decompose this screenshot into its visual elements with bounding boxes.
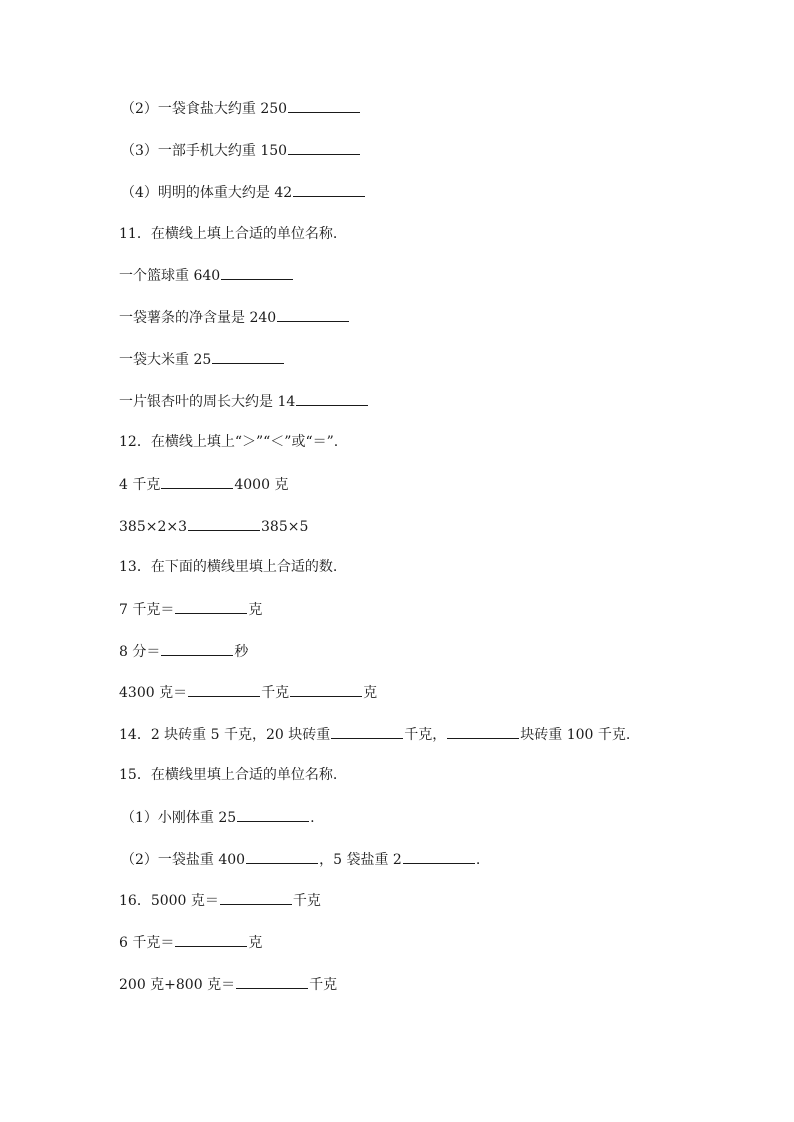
question-13-b xyxy=(119,640,248,662)
question-text: 200 克+800 克＝ xyxy=(119,977,236,993)
question-text: 一片银杏叶的周长大约是 14 xyxy=(119,394,296,410)
question-text: 4 千克 xyxy=(119,477,161,493)
question-text: （3）一部手机大约重 150 xyxy=(121,143,288,159)
question-text-middle: 千克 xyxy=(261,685,290,701)
question-text-suffix: 385×5 xyxy=(261,519,309,535)
question-heading: 15．在横线里填上合适的单位名称. xyxy=(119,767,338,783)
answer-blank[interactable] xyxy=(290,681,362,697)
question-14 xyxy=(119,723,630,745)
answer-blank[interactable] xyxy=(288,139,360,155)
question-15-heading xyxy=(119,764,337,786)
question-10-4 xyxy=(121,181,366,203)
question-text-suffix: 克 xyxy=(248,935,263,951)
question-text: （2）一袋盐重 400 xyxy=(121,852,246,868)
answer-blank[interactable] xyxy=(212,348,284,364)
question-text-suffix: 克 xyxy=(363,685,378,701)
question-text: 一袋薯条的净含量是 240 xyxy=(119,310,277,326)
question-text: 一袋大米重 25 xyxy=(119,352,212,368)
question-12-b xyxy=(119,515,308,537)
question-text: （1）小刚体重 25 xyxy=(121,810,237,826)
question-11-heading xyxy=(119,223,337,245)
answer-blank[interactable] xyxy=(237,806,309,822)
answer-blank[interactable] xyxy=(161,473,233,489)
question-heading: 11．在横线上填上合适的单位名称. xyxy=(119,226,338,242)
question-text: 8 分＝ xyxy=(119,644,161,660)
question-text-suffix: 千克 xyxy=(292,893,321,909)
answer-blank[interactable] xyxy=(288,97,360,113)
question-15-2 xyxy=(121,848,480,870)
question-text: （2）一袋食盐大约重 250 xyxy=(121,101,288,117)
question-16-c xyxy=(119,973,337,995)
question-text-suffix: . xyxy=(475,852,481,868)
answer-blank[interactable] xyxy=(331,723,403,739)
question-text: （4）明明的体重大约是 42 xyxy=(121,185,293,201)
answer-blank[interactable] xyxy=(175,598,247,614)
question-text: 4300 克＝ xyxy=(119,685,188,701)
question-15-1 xyxy=(121,806,315,828)
answer-blank[interactable] xyxy=(246,848,318,864)
question-text: 385×2×3 xyxy=(119,519,187,535)
answer-blank[interactable] xyxy=(236,973,308,989)
question-text-suffix: 4000 克 xyxy=(234,477,289,493)
answer-blank[interactable] xyxy=(296,390,368,406)
question-16-b xyxy=(119,931,262,953)
answer-blank[interactable] xyxy=(175,931,247,947)
question-text: 16．5000 克＝ xyxy=(119,893,219,909)
answer-blank[interactable] xyxy=(188,515,260,531)
question-16 xyxy=(119,889,321,911)
question-text-suffix: 克 xyxy=(248,602,263,618)
answer-blank[interactable] xyxy=(447,723,519,739)
answer-blank[interactable] xyxy=(277,306,349,322)
question-text-suffix: 千克 xyxy=(309,977,338,993)
answer-blank[interactable] xyxy=(403,848,475,864)
question-10-2 xyxy=(121,97,361,119)
question-13-c xyxy=(119,681,377,703)
question-text-middle: ，5 袋盐重 2 xyxy=(319,852,402,868)
question-13-heading xyxy=(119,556,337,578)
question-12-heading xyxy=(119,431,338,453)
question-text-suffix: 秒 xyxy=(234,644,249,660)
answer-blank[interactable] xyxy=(188,681,260,697)
question-text-middle: 千克， xyxy=(404,727,447,743)
question-text: 7 千克＝ xyxy=(119,602,175,618)
answer-blank[interactable] xyxy=(221,264,293,280)
question-11-a xyxy=(119,264,294,286)
question-text-suffix: . xyxy=(310,810,315,826)
question-12-a xyxy=(119,473,288,495)
answer-blank[interactable] xyxy=(220,889,292,905)
answer-blank[interactable] xyxy=(293,181,365,197)
question-13-a xyxy=(119,598,262,620)
question-11-d xyxy=(119,390,369,412)
question-heading: 12．在横线上填上“＞”“＜”或“＝”. xyxy=(119,434,339,450)
question-11-b xyxy=(119,306,350,328)
question-text: 6 千克＝ xyxy=(119,935,175,951)
question-text-suffix: 块砖重 100 千克. xyxy=(520,727,631,743)
question-heading: 13．在下面的横线里填上合适的数. xyxy=(119,559,338,575)
question-11-c xyxy=(119,348,285,370)
question-10-3 xyxy=(121,139,361,161)
question-text: 一个篮球重 640 xyxy=(119,268,221,284)
answer-blank[interactable] xyxy=(161,640,233,656)
question-text: 14．2 块砖重 5 千克，20 块砖重 xyxy=(119,727,331,743)
